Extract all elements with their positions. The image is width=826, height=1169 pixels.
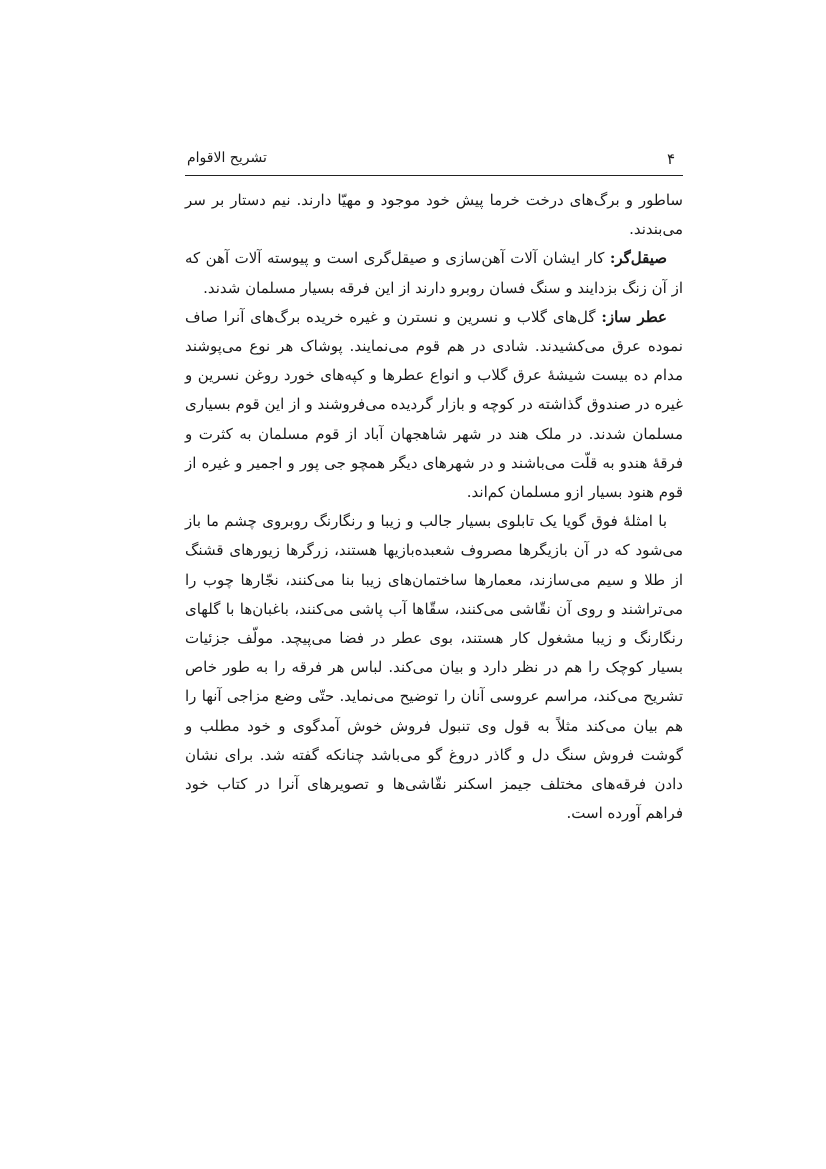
paragraph-perfumer [185, 303, 683, 507]
paragraph-text: با امثلهٔ فوق گویا یک تابلوی بسیار جالب و زیبا و رنگارنگ روبروی چشم ما باز می‌شود که در آن بازیگرها مصروف شعبده‌بازیها هستند، زرگرها زیورهای قشنگ از طلا و سیم می‌سازند، معمارها ساختمان‌های زیبا بنا می‌کنند، نجّارها چوب را می‌تراشند و روی آن نقّاشی می‌کنند، سقّاها آب پاشی می‌کنند، باغبان‌ها با گلهای رنگارنگ و زیبا مشغول کار هستند، بوی عطر در فضا می‌پیچد. مولّف جزئیات بسیار کوچک را هم در نظر دارد و بیان می‌کند. لباس هر فرقه را به طور خاص تشریح می‌کند، مراسم عروسی آنان را توضیح می‌نماید. حتّی وضع مزاجی آنها را هم بیان می‌کند مثلاً به قول وی تنبول فروش خوش آمدگوی و خود مطلب و گوشت فروش سنگ دل و گاذر دروغ گو می‌باشد چنانکه گفته شد. برای نشان دادن فرقه‌های مختلف جیمز اسکنر نقّاشی‌ها و تصویرهای آنرا در کتاب خود فراهم آورده است. [185, 512, 683, 823]
paragraph-continuation [185, 186, 683, 244]
page-header [185, 147, 683, 176]
paragraph-text: کار ایشان آلات آهن‌سازی و صیقل‌گری است و پیوسته آلات آهن که از آن زنگ بزدایند و سنگ فسان روبرو دارند از این فرقه بسیار مسلمان شدند. [185, 249, 683, 297]
entry-term: عطر ساز: [601, 307, 667, 326]
body-text [185, 186, 683, 828]
paragraph-text: ساطور و برگ‌های درخت خرما پیش خود موجود و مهیّا دارند. نیم دستار بر سر می‌بندند. [185, 191, 683, 239]
running-title: تشریح الاقوام [187, 150, 267, 166]
page-number: ۴ [666, 150, 675, 168]
paragraph-polisher [185, 244, 683, 302]
entry-term: صیقل‌گر: [609, 249, 667, 268]
paragraph-commentary [185, 507, 683, 828]
paragraph-text: گل‌های گلاب و نسرین و نسترن و غیره خریده برگ‌های آنرا صاف نموده عرق می‌کشیدند. شادی در هم قوم می‌نمایند. پوشاک هر نوع می‌پوشند مدام ده بیست شیشهٔ عرق گلاب و انواع عطرها و کپه‌های خورد روغن نسرین و غیره در صندوق گذاشته در کوچه و بازار گردیده می‌فروشند و از این قوم بسیاری مسلمان شدند. در ملک هند در شهر شاهجهان آباد از قوم مسلمان به کثرت و فرقهٔ هندو به قلّت می‌باشند و در شهرهای دیگر همچو جی پور و اجمیر و غیره از قوم هنود بسیار ازو مسلمان کم‌اند. [185, 307, 683, 502]
